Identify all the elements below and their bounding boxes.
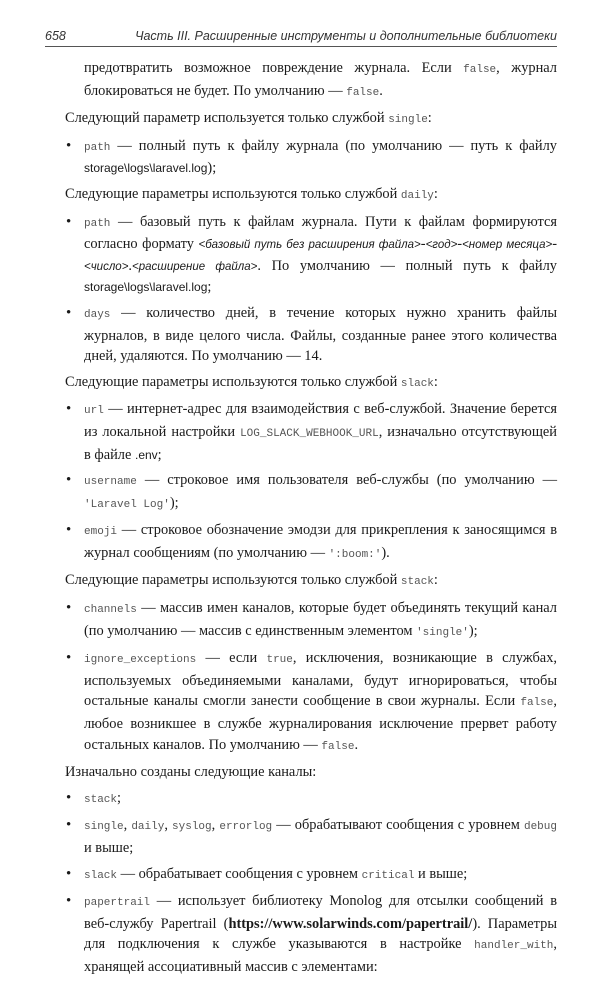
text: ; — [207, 279, 212, 296]
text: — строковое обозначение эмодзи для прикрепления к заносящимся в журнал сообщениям (по умолчанию — — [84, 522, 557, 561]
text: — массив имен каналов, которые будет объединять текущий канал (по умолчанию — массив с единственным элементом — [84, 600, 557, 639]
text: — полный путь к файлу журнала (по умолчанию — путь к файлу — [110, 137, 557, 154]
text: ). Параметры для подключения к службе указываются в настройке — [84, 915, 557, 953]
text: — интернет-адрес для взаимодействия с веб-службой. Значение берется из локальной настройки — [84, 401, 557, 440]
code: debug — [523, 821, 557, 834]
code: false — [321, 740, 355, 753]
text: ); — [169, 494, 179, 511]
text: Следующие параметры используются только службой — [65, 572, 401, 589]
text: , исключения, возникающие в службах, используемых объединяемыми каналами, будут игнорироваться, чтобы остальные каналы смогли занести сообщение в свои журналы. Если — [84, 650, 557, 710]
code: days — [84, 308, 111, 321]
list-item — [65, 648, 557, 757]
text: Следующие параметры используются только службой — [65, 185, 401, 202]
format-part: <расширение файла> — [132, 260, 258, 273]
code: path — [84, 217, 111, 230]
format-part: <год> — [425, 239, 458, 252]
intro-paragraph — [84, 58, 557, 103]
list-item — [65, 520, 557, 565]
stack-heading — [65, 570, 557, 593]
stack-params-list — [65, 598, 557, 757]
text: , журнал блокироваться не будет. По умолчанию — — [84, 60, 557, 99]
channels-heading: Изначально созданы следующие каналы: — [65, 764, 317, 781]
slack-params-list — [65, 399, 557, 565]
text: , изначально отсутствующей в файле — [84, 423, 557, 463]
code: stack — [400, 576, 434, 589]
file-path: storage\logs\laravel.log — [84, 161, 208, 176]
single-heading — [65, 108, 557, 131]
daily-heading — [65, 184, 557, 207]
code: true — [266, 654, 293, 667]
code: false — [463, 64, 497, 76]
text: Следующий параметр используется только службой — [65, 110, 389, 127]
code: single — [388, 114, 428, 127]
code: channels — [84, 604, 137, 617]
code: 'Laravel Log' — [84, 498, 170, 511]
text: ); — [207, 160, 217, 177]
text: . — [354, 736, 359, 753]
text: — количество дней, в течение которых нужно хранить файлы журналов, в виде целого числа. Файлы, созданные ранее этого количества дней, удаляются. По умолчанию — 14. — [84, 304, 557, 365]
text: , — [211, 817, 220, 834]
code: single — [84, 821, 124, 834]
text: : — [433, 185, 438, 202]
text: . По умолчанию — полный путь к файлу — [257, 257, 557, 274]
text: , — [123, 817, 132, 834]
text: . — [128, 257, 133, 274]
text: , хранящей ассоциативный массив с элементами: — [84, 936, 557, 975]
text: и выше; — [84, 840, 134, 856]
daily-params-list — [65, 212, 557, 367]
code: syslog — [172, 821, 212, 834]
text: Следующие параметры используются только службой — [65, 373, 401, 390]
text: и выше; — [414, 865, 468, 882]
text: : — [433, 572, 438, 589]
text: - — [457, 236, 463, 253]
text: - — [420, 236, 426, 253]
code: false — [346, 86, 380, 99]
text: , — [164, 817, 173, 834]
text: . — [379, 82, 383, 99]
code: ignore_exceptions — [84, 654, 197, 667]
code: path — [84, 141, 111, 154]
code: errorlog — [219, 821, 273, 834]
code: ':boom:' — [328, 548, 382, 561]
code: critical — [361, 869, 415, 882]
code: false — [520, 697, 554, 710]
list-item — [65, 788, 557, 811]
running-title: Часть III. Расширенные инструменты и дополнительные библиотеки — [135, 29, 557, 43]
code: url — [84, 405, 104, 418]
code: handler_with — [474, 940, 554, 953]
code: slack — [84, 869, 118, 882]
code: stack — [84, 793, 118, 806]
text: ; — [157, 446, 162, 463]
text: ; — [117, 789, 122, 806]
page-number: 658 — [45, 29, 66, 43]
format-part: <базовый путь без расширения файла> — [198, 239, 421, 252]
text: : — [427, 110, 432, 127]
code: emoji — [84, 526, 118, 539]
code: daily — [131, 821, 165, 834]
code: 'single' — [416, 626, 469, 639]
channels-list — [65, 788, 557, 978]
url-link[interactable]: https://www.solarwinds.com/papertrail/ — [228, 915, 473, 932]
text: — обрабатывают сообщения с уровнем — [272, 817, 524, 834]
file-path: storage\logs\laravel.log — [84, 280, 208, 295]
list-item — [65, 864, 557, 887]
text: — обрабатывает сообщения с уровнем — [117, 865, 362, 882]
list-item — [65, 399, 557, 465]
list-item — [65, 303, 557, 367]
format-part: <номер месяца> — [462, 239, 553, 252]
text: предотвратить возможное повреждение журнала. Если — [84, 60, 464, 76]
text: — базовый путь к файлам журнала. Пути к файлам формируются согласно формату — [84, 213, 557, 253]
text: ); — [468, 622, 478, 639]
text: - — [552, 236, 557, 253]
text: — строковое имя пользователя веб-службы (по умолчанию — — [136, 472, 557, 489]
single-params-list — [65, 136, 557, 179]
text: : — [433, 373, 438, 390]
code: papertrail — [84, 897, 151, 910]
list-item — [65, 136, 557, 179]
list-item — [65, 470, 557, 515]
text: — использует библиотеку Monolog для отсылки сообщений в веб-службу Papertrail ( — [84, 893, 557, 932]
list-item — [65, 598, 557, 643]
code: slack — [400, 377, 434, 390]
text: , любое возникшее в службе журналирования исключение прервет работу остальных каналов. По умолчанию — — [84, 693, 557, 753]
code: daily — [400, 189, 434, 202]
list-item — [65, 891, 557, 977]
text: ). — [381, 544, 390, 561]
code: LOG_SLACK_WEBHOOK_URL — [240, 427, 379, 440]
code: username — [84, 476, 137, 489]
list-item — [65, 815, 557, 858]
page-body — [65, 58, 557, 983]
format-part: <число> — [84, 260, 129, 273]
running-header — [45, 26, 557, 47]
file-path: .env — [134, 447, 158, 462]
slack-heading — [65, 372, 557, 395]
list-item — [65, 212, 557, 298]
text: — если — [196, 650, 267, 667]
